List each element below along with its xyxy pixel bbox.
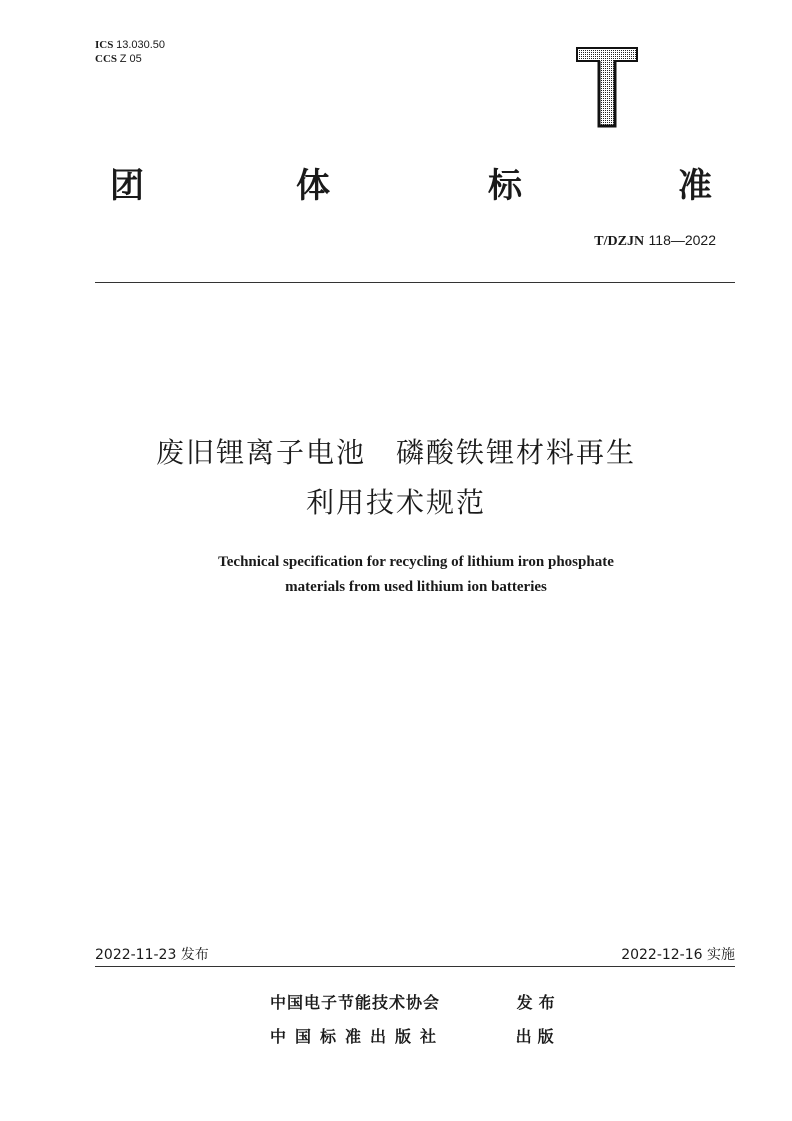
standard-number-code: 118—2022 (648, 232, 716, 248)
title-english (0, 550, 792, 600)
issuing-organization: 中国电子节能技术协会 (270, 993, 441, 1012)
ccs-line (95, 52, 165, 66)
logo-letter: T (575, 46, 576, 47)
t-logo (575, 46, 639, 128)
standard-number-prefix: T/DZJN (594, 234, 645, 249)
title-english-line2: materials from used lithium ion batteries (285, 579, 547, 595)
bottom-divider (95, 966, 735, 967)
issue-date: 2022-11-23 发布 (95, 947, 209, 963)
ics-label: ICS (95, 39, 114, 51)
ics-code: 13.030.50 (116, 39, 166, 51)
publishing-action: 出版 (515, 1027, 560, 1046)
ccs-label: CCS (95, 53, 118, 65)
classification-codes (95, 38, 165, 66)
standard-type (100, 158, 722, 204)
title-english-line1: Technical specification for recycling of lithium iron phosphate (218, 554, 614, 570)
top-divider (95, 282, 735, 283)
title-chinese-line1: 废旧锂离子电池 磷酸铁锂材料再生 (155, 436, 636, 469)
publisher-line-2 (270, 1024, 560, 1047)
publisher-line-1 (270, 990, 561, 1013)
publishing-house: 中国标准出版社 (270, 1027, 446, 1046)
standard-type-char: 体 (296, 166, 330, 206)
ics-line (95, 38, 165, 52)
title-chinese (0, 428, 792, 528)
issuing-action: 发布 (516, 993, 561, 1012)
standard-type-char: 标 (488, 166, 522, 206)
standard-type-char: 准 (678, 166, 712, 206)
ccs-code: Z 05 (119, 53, 142, 65)
title-chinese-line2: 利用技术规范 (305, 486, 486, 519)
standard-number (594, 232, 716, 250)
standard-type-char: 团 (110, 166, 144, 206)
implementation-date: 2022-12-16 实施 (621, 947, 735, 963)
